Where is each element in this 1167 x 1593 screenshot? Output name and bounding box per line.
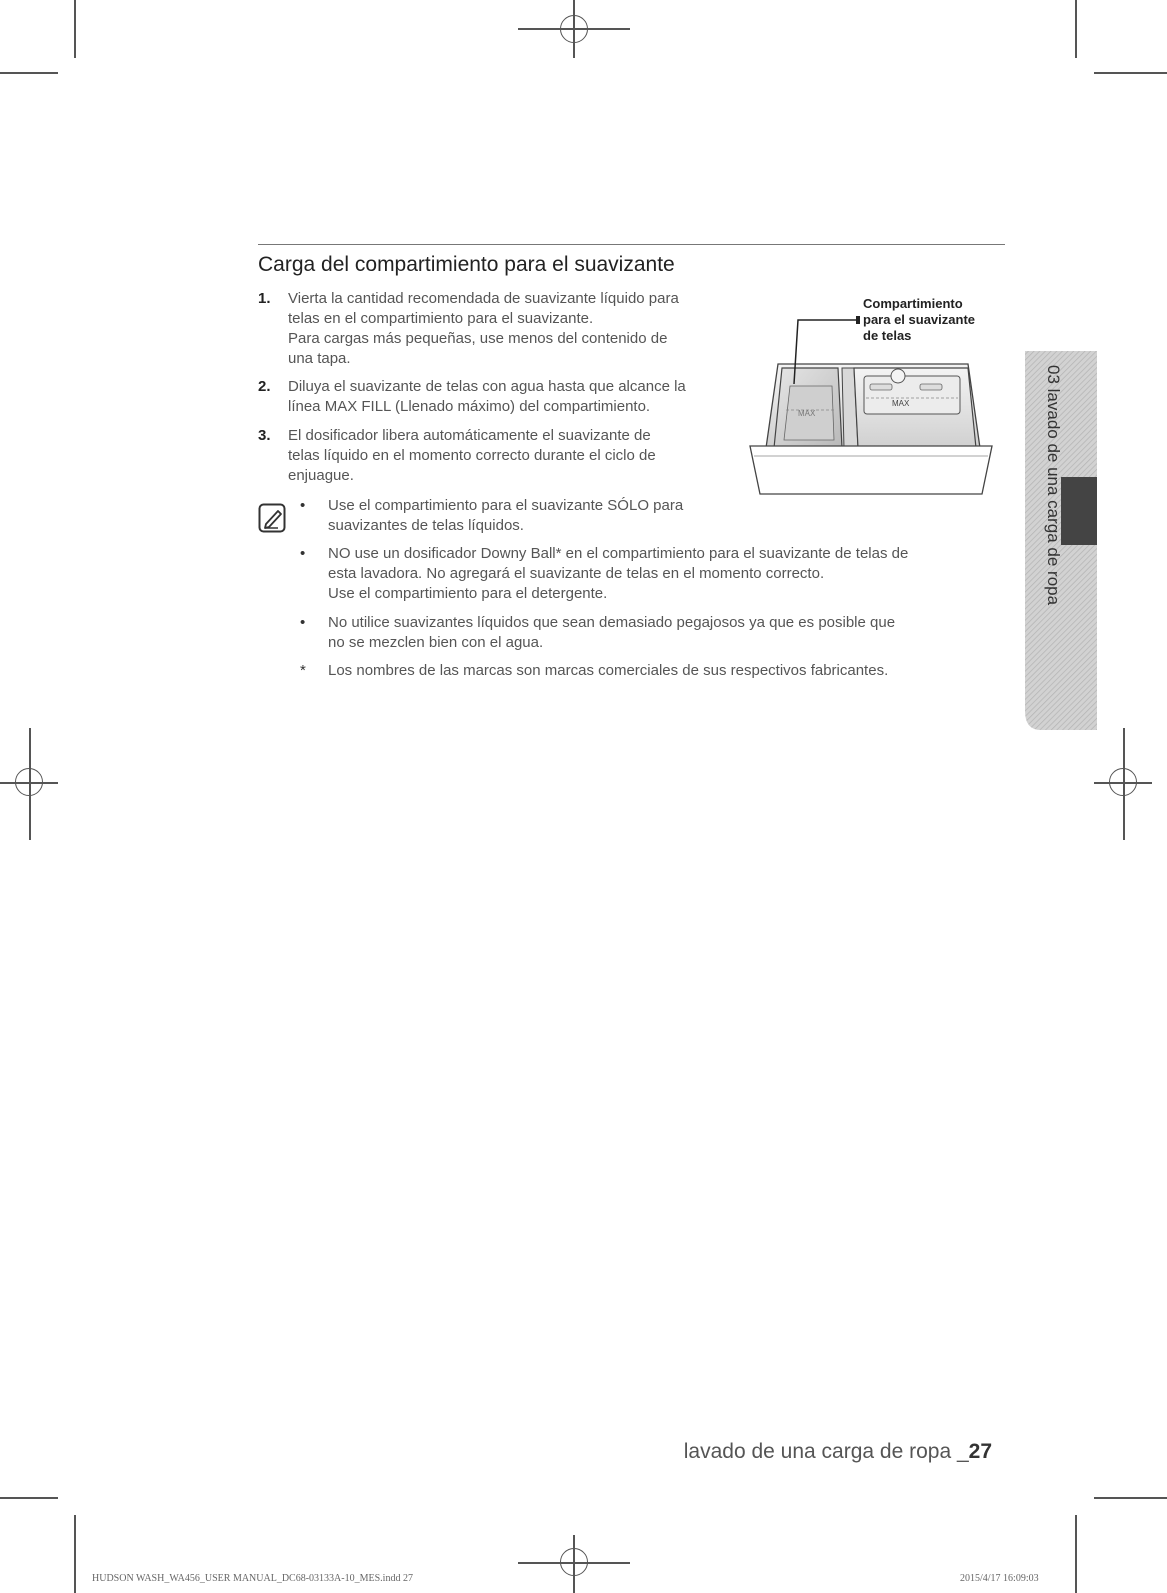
footnote-text: Los nombres de las marcas son marcas comerciales de sus respectivos fabricantes.	[328, 662, 889, 679]
softener-compartment-callout	[863, 296, 975, 344]
crop-mark	[74, 0, 76, 58]
note-line: no se mezclen bien con el agua.	[328, 634, 544, 651]
step-line: Para cargas más pequeñas, use menos del contenido de	[288, 330, 668, 347]
note-line: suavizantes de telas líquidos.	[328, 517, 524, 534]
crop-mark	[1075, 0, 1077, 58]
callout-line: para el suavizante	[863, 312, 975, 327]
crop-mark	[1094, 72, 1167, 74]
note-icon	[258, 503, 288, 533]
crop-mark	[0, 72, 58, 74]
footnote	[300, 661, 1000, 681]
chapter-tab-label: 03 lavado de una carga de ropa	[1044, 365, 1063, 606]
section-rule	[258, 244, 1005, 245]
section-title: Carga del compartimiento para el suavizante	[258, 253, 675, 276]
registration-mark	[1109, 768, 1137, 796]
max-line-label-left: MAX	[798, 409, 816, 418]
file-info: HUDSON WASH_WA456_USER MANUAL_DC68-03133A-10_MES.indd 27	[92, 1573, 413, 1584]
page-footer	[684, 1440, 992, 1464]
registration-mark	[560, 15, 588, 43]
step-2	[258, 377, 748, 417]
step-line: una tapa.	[288, 350, 351, 367]
step-line: enjuague.	[288, 467, 354, 484]
footnote-mark: *	[300, 662, 306, 679]
bullet-mark: •	[300, 545, 306, 562]
callout-line: de telas	[863, 328, 912, 343]
step-number: 1.	[258, 290, 271, 307]
note-item	[300, 496, 770, 536]
crop-mark	[1094, 1497, 1167, 1499]
step-line: telas en el compartimiento para el suavizante.	[288, 310, 594, 327]
page-number: 27	[968, 1440, 992, 1463]
step-line: Diluya el suavizante de telas con agua hasta que alcance la	[288, 378, 686, 395]
note-line: esta lavadora. No agregará el suavizante de telas en el momento correcto.	[328, 565, 825, 582]
note-item	[300, 544, 1000, 604]
crop-mark	[0, 1497, 58, 1499]
registration-mark	[15, 768, 43, 796]
step-line: Vierta la cantidad recomendada de suavizante líquido para	[288, 290, 679, 307]
callout-line: Compartimiento	[863, 296, 963, 311]
bullet-mark: •	[300, 497, 306, 514]
step-3	[258, 426, 748, 486]
bullet-mark: •	[300, 614, 306, 631]
max-line-label-right: MAX	[892, 399, 910, 408]
step-line: telas líquido en el momento correcto durante el ciclo de	[288, 447, 656, 464]
note-line: NO use un dosificador Downy Ball* en el compartimiento para el suavizante de telas de	[328, 545, 909, 562]
note-line: Use el compartimiento para el suavizante SÓLO para	[328, 497, 684, 514]
step-line: línea MAX FILL (Llenado máximo) del compartimiento.	[288, 398, 651, 415]
note-line: No utilice suavizantes líquidos que sean demasiado pegajosos ya que es posible que	[328, 614, 896, 631]
footer-section-name: lavado de una carga de ropa _	[683, 1440, 969, 1463]
crop-mark	[74, 1515, 76, 1593]
registration-mark	[560, 1548, 588, 1576]
note-line: Use el compartimiento para el detergente.	[328, 585, 608, 602]
step-number: 2.	[258, 378, 271, 395]
file-timestamp: 2015/4/17 16:09:03	[960, 1573, 1039, 1584]
step-line: El dosificador libera automáticamente el suavizante de	[288, 427, 651, 444]
crop-mark	[1075, 1515, 1077, 1593]
step-number: 3.	[258, 427, 271, 444]
note-item	[300, 613, 1000, 653]
step-1	[258, 289, 748, 369]
